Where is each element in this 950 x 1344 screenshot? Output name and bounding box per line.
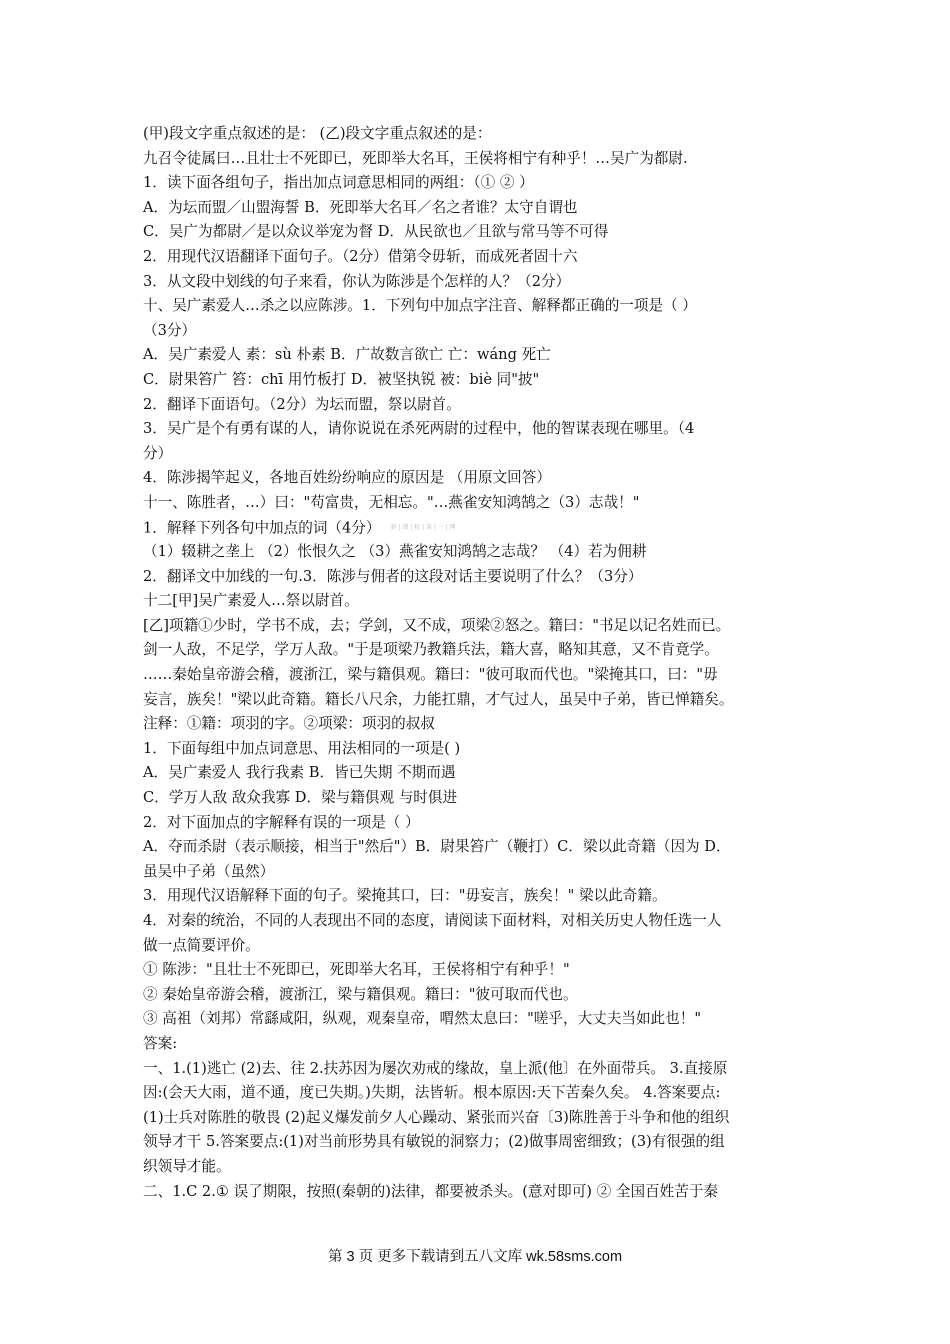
text-line: A．夺而杀尉（表示顺接，相当于"然后"）B．尉果笞广（鞭打）C．梁以此奇籍（因为 D． — [143, 838, 731, 856]
text-line: 1．解释下列各句中加点的词（4分） — [143, 518, 381, 536]
text-line: 2．用现代汉语翻译下面句子。（2分）借第令毋斩，而成死者固十六 — [143, 247, 578, 265]
text-line: C．尉果笞广 笞：chī 用竹板打 D．被坚执锐 被：biè 同"披" — [143, 370, 540, 388]
document-body — [143, 122, 823, 1204]
text-line: 1．读下面各组句子，指出加点词意思相同的两组：（① ② ） — [143, 174, 534, 192]
text-line: ① 陈涉："且壮士不死即已，死即举大名耳，王侯将相宁有种乎！" — [143, 961, 570, 979]
text-line: 分） — [143, 444, 173, 462]
text-line: 3．用现代汉语解释下面的句子。梁掩其口，曰："毋妄言，族矣！" 梁以此奇籍。 — [143, 887, 667, 905]
text-line: （3分） — [143, 321, 197, 339]
text-line: 十二[甲]吴广素爱人…祭以尉首。 — [143, 592, 359, 610]
text-line: 十一、陈胜者，…）曰："苟富贵，无相忘。"…燕雀安知鸿鹄之（3）志哉！" — [143, 493, 640, 511]
text-line: ② 秦始皇帝游会稽，渡浙江，梁与籍俱观。籍曰："彼可取而代也。 — [143, 985, 578, 1003]
text-line-with-watermark — [143, 516, 823, 541]
text-line: 九召令徒属曰…且壮士不死即已，死即举大名耳，王侯将相宁有种乎！…吴广为都尉. — [143, 149, 688, 167]
text-line: A．吴广素爱人 我行我素 B．皆已失期 不期而遇 — [143, 764, 456, 782]
text-line: 做一点简要评价。 — [143, 936, 260, 954]
text-line: A．吴广素爱人 素：sù 朴素 B．广故数言欲亡 亡：wáng 死亡 — [143, 346, 551, 364]
text-line: 答案: — [143, 1034, 178, 1052]
text-line: A．为坛而盟／山盟海誓 B．死即举大名耳／名之者谁？太守自谓也 — [143, 198, 578, 216]
text-line: C．吴广为都尉／是以众议举宠为督 D．从民欲也／且欲与常马等不可得 — [143, 223, 609, 241]
text-line: 妄言，族矣！"梁以此奇籍。籍长八尺余，力能扛鼎，才气过人，虽吴中子弟，皆已惮籍矣。 — [143, 690, 734, 708]
text-line: [乙]项籍①少时，学书不成，去；学剑，又不成，项梁②怒之。籍曰："书足以记名姓而已。 — [143, 616, 731, 634]
text-line: （1）辍耕之垄上 （2）怅恨久之 （3）燕雀安知鸿鹄之志哉？ （4）若为佣耕 — [143, 543, 647, 561]
text-line: 十、吴广素爱人…杀之以应陈涉。1．下列句中加点字注音、解释都正确的一项是（ ） — [143, 297, 697, 315]
text-line: 一、1.(1)逃亡 (2)去、往 2.扶苏因为屡次劝戒的缘故，皇上派(他〕在外面带兵。 3.直接原 — [143, 1059, 728, 1077]
text-line: C．学万人敌 敌众我寡 D．梁与籍俱观 与时俱进 — [143, 789, 458, 807]
text-line: ……秦始皇帝游会稽，渡浙江，梁与籍俱观。籍曰："彼可取而代也。"梁掩其口，曰："毋 — [143, 666, 718, 684]
text-line: 注释：①籍：项羽的字。②项梁：项羽的叔叔 — [143, 715, 435, 733]
text-line: 2．翻译文中加线的一句.3．陈涉与佣者的这段对话主要说明了什么？（3分） — [143, 567, 643, 585]
text-line: (1)士兵对陈胜的敬畏 (2)起义爆发前夕人心躁动、紧张而兴奋〔3)陈胜善于斗争和他的组织 — [143, 1108, 730, 1126]
watermark-text: 新 | 课 | 标 | 第 | 一 | 网 — [390, 523, 456, 531]
text-line: 织领导才能。 — [143, 1157, 231, 1175]
text-line: 3．从文段中划线的句子来看，你认为陈涉是个怎样的人？（2分） — [143, 272, 571, 290]
text-line: 1．下面每组中加点词意思、用法相同的一项是( ) — [143, 739, 461, 757]
text-line: (甲)段文字重点叙述的是： (乙)段文字重点叙述的是： — [143, 125, 492, 142]
text-line: 2．对下面加点的字解释有误的一项是（ ） — [143, 813, 420, 831]
text-line: ③ 高祖（刘邦）常繇咸阳，纵观，观秦皇帝，喟然太息曰："嗟乎，大丈夫当如此也！" — [143, 1010, 702, 1028]
text-line: 因:(会天大雨，道不通，度已失期。)失期，法皆斩。根本原因:天下苦秦久矣。 4.答案要点: — [143, 1084, 721, 1102]
text-line: 4．陈涉揭竿起义，各地百姓纷纷响应的原因是 （用原文回答） — [143, 469, 551, 487]
page-footer: 第 3 页 更多下载请到五八文库 wk.58sms.com — [327, 1249, 623, 1265]
text-line: 4．对秦的统治，不同的人表现出不同的态度，请阅读下面材料，对相关历史人物任选一人 — [143, 912, 722, 929]
text-line: 剑一人敌，不足学，学万人敌。"于是项梁乃教籍兵法，籍大喜，略知其意，又不肯竟学。 — [143, 641, 719, 659]
text-line: 3．吴广是个有勇有谋的人，请你说说在杀死两尉的过程中，他的智谋表现在哪里。（4 — [143, 420, 695, 438]
text-line: 虽吴中子弟（虽然） — [143, 862, 275, 880]
text-line: 2．翻译下面语句。（2分）为坛而盟，祭以尉首。 — [143, 395, 461, 413]
text-line: 二、1.C 2.① 误了期限，按照(秦朝的)法律，都要被杀头。(意对即可) ② 全国百姓苦于秦 — [143, 1182, 719, 1200]
text-line: 领导才干 5.答案要点:(1)对当前形势具有敏锐的洞察力；(2)做事周密细致；(3)有很强的组 — [143, 1133, 725, 1151]
